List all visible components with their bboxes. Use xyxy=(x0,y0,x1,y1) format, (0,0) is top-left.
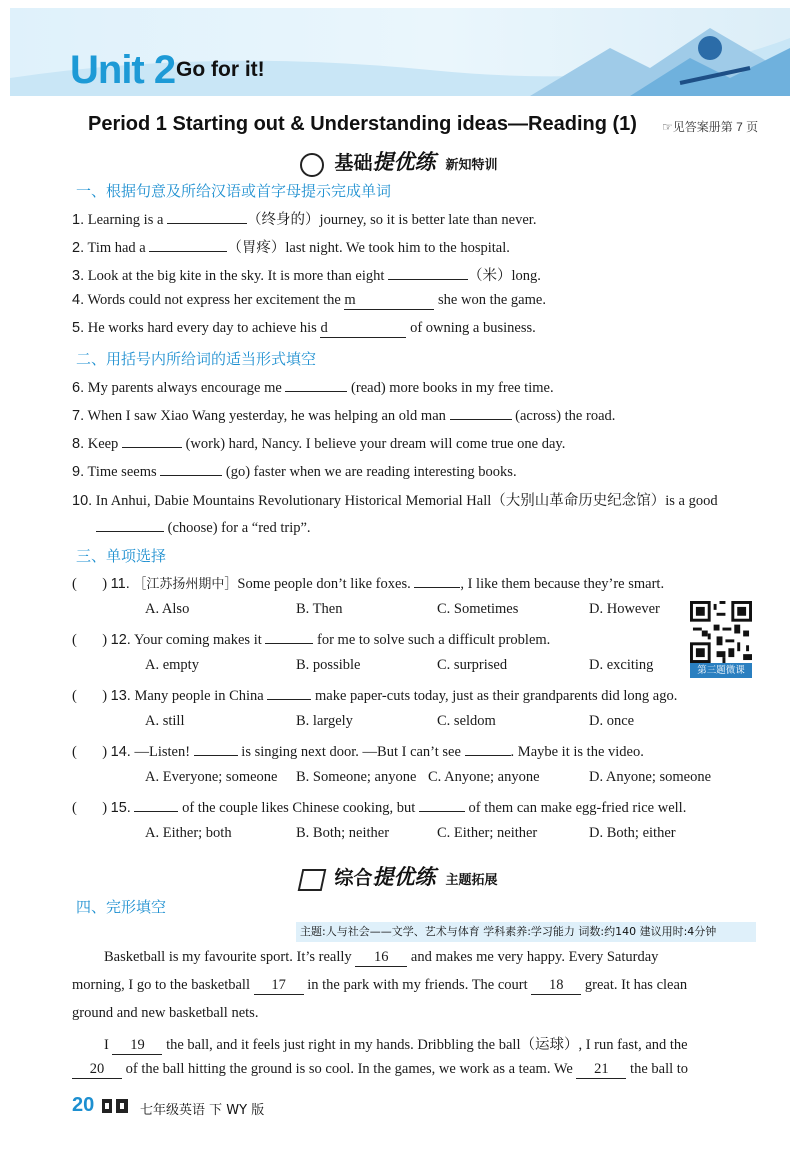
question-2: 2. Tim had a （胃疼）last night. We took him to the hospital. xyxy=(72,236,510,257)
question-3: 3. Look at the big kite in the sky. It is more than eight （米）long. xyxy=(72,264,541,285)
answer-parenthesis[interactable]: ( ) xyxy=(72,744,108,760)
passage-line: I 19 the ball, and it feels just right in my hands. Dribbling the ball（运球）, I run fast, and the xyxy=(104,1037,688,1053)
answer-blank[interactable] xyxy=(267,685,311,700)
answer-parenthesis[interactable]: ( ) xyxy=(72,688,108,704)
question-4: 4. Words could not express her excitement the m she won the game. xyxy=(72,292,546,308)
question-8: 8. Keep (work) hard, Nancy. I believe your dream will come true one day. xyxy=(72,433,565,453)
banner-basic: 基础提优练 新知特训 xyxy=(300,146,497,176)
option-d[interactable]: D. Both; either xyxy=(589,825,676,841)
question-10: 10. In Anhui, Dabie Mountains Revolutionary Historical Memorial Hall（大别山革命历史纪念馆）is a good xyxy=(72,493,718,509)
option-c[interactable]: C. seldom xyxy=(437,713,496,729)
option-c[interactable]: C. Either; neither xyxy=(437,825,538,841)
cloze-blank-19[interactable]: 19 xyxy=(112,1037,162,1055)
option-c[interactable]: C. Sometimes xyxy=(437,601,519,617)
answer-blank[interactable] xyxy=(194,741,238,756)
option-a[interactable]: A. Also xyxy=(145,601,190,617)
answer-blank[interactable] xyxy=(265,629,313,644)
cloze-blank-20[interactable]: 20 xyxy=(72,1061,122,1079)
section-2-title: 二、用括号内所给词的适当形式填空 xyxy=(76,351,317,368)
hand-icon: ☞ xyxy=(662,120,673,134)
option-d[interactable]: D. exciting xyxy=(589,657,654,673)
passage-line: 20 of the ball hitting the ground is so cool. In the games, we work as a team. We 21 the ball to xyxy=(72,1061,688,1079)
theme-info-bar: 主题:人与社会——文学、艺术与体育 学科素养:学习能力 词数:约140 建议用时:4分钟 xyxy=(296,922,756,942)
banner-comprehensive: 综合提优练 主题拓展 xyxy=(300,861,497,891)
answer-blank[interactable] xyxy=(450,405,512,420)
answer-blank[interactable] xyxy=(122,433,182,448)
option-b[interactable]: B. possible xyxy=(296,657,361,673)
qr-code-label: 第三题微课 xyxy=(690,663,752,678)
question-10-line-2: (choose) for a “red trip”. xyxy=(96,517,311,537)
section-3-title: 三、单项选择 xyxy=(76,548,167,565)
question-12: ( ) 12. Your coming makes it for me to solve such a difficult problem. xyxy=(72,629,550,649)
answer-blank[interactable] xyxy=(96,517,164,532)
question-13: ( ) 13. Many people in China make paper-cuts today, just as their grandparents did long ago. xyxy=(72,685,677,705)
answer-parenthesis[interactable]: ( ) xyxy=(72,576,108,592)
question-14: ( ) 14. —Listen! is singing next door. —But I can’t see . Maybe it is the video. xyxy=(72,741,644,761)
option-a[interactable]: A. Everyone; someone xyxy=(145,769,278,785)
question-6: 6. My parents always encourage me (read) more books in my free time. xyxy=(72,377,554,397)
page-number: 20 xyxy=(72,1094,95,1116)
option-a[interactable]: A. still xyxy=(145,713,185,729)
leaf-icon xyxy=(300,153,324,177)
answer-blank[interactable] xyxy=(388,265,468,280)
option-c[interactable]: C. Anyone; anyone xyxy=(428,769,540,785)
book-title: 七年级英语 下 WY 版 xyxy=(140,1103,265,1118)
option-b[interactable]: B. Both; neither xyxy=(296,825,390,841)
brand-logo xyxy=(100,1096,132,1116)
answer-blank[interactable] xyxy=(285,377,347,392)
answer-blank[interactable] xyxy=(167,209,247,224)
answer-parenthesis[interactable]: ( ) xyxy=(72,800,108,816)
passage-line: ground and new basketball nets. xyxy=(72,1005,259,1021)
option-d[interactable]: D. Anyone; someone xyxy=(589,769,712,785)
cloze-blank-21[interactable]: 21 xyxy=(576,1061,626,1079)
question-15: ( ) 15. of the couple likes Chinese cooking, but of them can make egg-fried rice well. xyxy=(72,797,686,817)
passage-line: Basketball is my favourite sport. It’s really 16 and makes me very happy. Every Saturday xyxy=(104,949,659,965)
option-b[interactable]: B. Someone; anyone xyxy=(296,769,417,785)
question-9: 9. Time seems (go) faster when we are reading interesting books. xyxy=(72,461,517,481)
passage-line: morning, I go to the basketball 17 in the park with my friends. The court 18 great. It has clean xyxy=(72,977,688,993)
answer-blank[interactable]: d xyxy=(320,320,406,338)
period-title: Period 1 Starting out & Understanding ideas—Reading (1) xyxy=(88,113,637,135)
answer-blank[interactable] xyxy=(160,461,222,476)
answer-blank[interactable] xyxy=(419,797,465,812)
question-5: 5. He works hard every day to achieve his d of owning a business. xyxy=(72,320,536,336)
cloze-blank-17[interactable]: 17 xyxy=(254,977,304,995)
answer-blank[interactable] xyxy=(414,573,460,588)
qr-code[interactable] xyxy=(690,601,752,663)
cloze-blank-16[interactable]: 16 xyxy=(355,949,407,967)
option-a[interactable]: A. Either; both xyxy=(145,825,232,841)
option-b[interactable]: B. Then xyxy=(296,601,343,617)
unit-label: Unit 2 xyxy=(70,48,176,92)
answer-blank[interactable] xyxy=(134,797,178,812)
section-4-title: 四、完形填空 xyxy=(76,899,167,916)
section-1-title: 一、根据句意及所给汉语或首字母提示完成单词 xyxy=(76,183,392,200)
question-1: 1. Learning is a （终身的）journey, so it is better late than never. xyxy=(72,208,536,229)
answer-blank[interactable]: m xyxy=(344,292,434,310)
question-11: ( ) 11. ［江苏扬州期中］Some people don’t like foxes. , I like them because they’re smart. xyxy=(72,573,664,593)
option-b[interactable]: B. largely xyxy=(296,713,353,729)
answer-parenthesis[interactable]: ( ) xyxy=(72,632,108,648)
answer-blank[interactable] xyxy=(465,741,511,756)
option-a[interactable]: A. empty xyxy=(145,657,199,673)
answer-reference: ☞见答案册第 7 页 xyxy=(662,120,759,134)
option-d[interactable]: D. However xyxy=(589,601,660,617)
question-7: 7. When I saw Xiao Wang yesterday, he was helping an old man (across) the road. xyxy=(72,405,615,425)
option-c[interactable]: C. surprised xyxy=(437,657,508,673)
cloze-blank-18[interactable]: 18 xyxy=(531,977,581,995)
unit-title: Go for it! xyxy=(176,58,265,81)
answer-blank[interactable] xyxy=(149,237,227,252)
pen-icon xyxy=(298,869,327,891)
option-d[interactable]: D. once xyxy=(589,713,635,729)
